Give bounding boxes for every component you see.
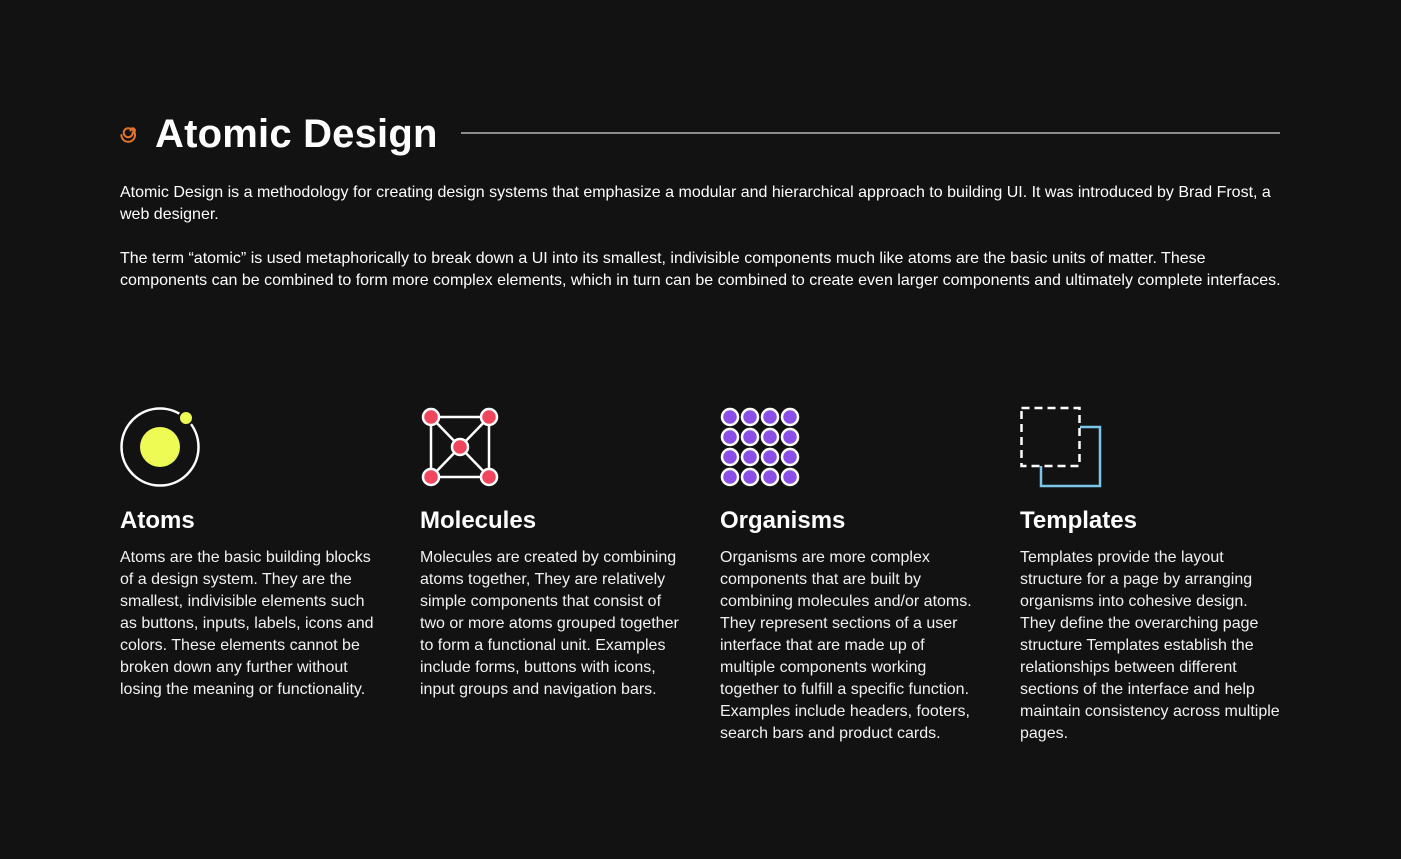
molecule-icon (420, 406, 502, 488)
card-title-molecules: Molecules (420, 507, 537, 534)
card-organisms (720, 406, 982, 745)
intro-paragraph-2: The term “atomic” is used metaphorically to break down a UI into its smallest, indivisible components much like atoms are the basic units of matter. These components can be combined to form more complex elements, which in turn can be combined to create even larger components and ultimately complete interfaces. (120, 250, 1281, 289)
card-molecules (420, 406, 682, 701)
card-title-organisms: Organisms (720, 507, 846, 534)
card-text-organisms: Organisms are more complex components that are built by combining molecules and/or atoms. They represent sections of a user interface that are made up of multiple components working together to fulfill a specific function. Examples include headers, footers, search bars and product cards. (720, 549, 972, 742)
levels-grid (120, 406, 1282, 756)
atom-icon (120, 406, 202, 488)
card-templates (1020, 406, 1282, 745)
intro-section (120, 182, 1282, 314)
organism-icon (720, 406, 802, 488)
card-text-atoms: Atoms are the basic building blocks of a design system. They are the smallest, indivisible elements such as buttons, inputs, labels, icons and colors. These elements cannot be broken down any further without losing the meaning or functionality. (120, 549, 374, 698)
card-text-templates: Templates provide the layout structure for a page by arranging organisms into cohesive design. They define the overarching page structure Templates establish the relationships between different sections of the interface and help maintain consistency across multiple pages. (1020, 549, 1280, 742)
swirl-icon (118, 122, 140, 144)
card-title-templates: Templates (1020, 507, 1137, 534)
card-text-molecules: Molecules are created by combining atoms together, They are relatively simple components that consist of two or more atoms grouped together to form a functional unit. Examples include forms, buttons with icons, input groups and navigation bars. (420, 549, 679, 698)
intro-paragraph-1: Atomic Design is a methodology for creating design systems that emphasize a modular and hierarchical approach to building UI. It was introduced by Brad Frost, a web designer. (120, 184, 1271, 223)
card-atoms (120, 406, 382, 701)
card-title-atoms: Atoms (120, 507, 195, 534)
header-divider (461, 132, 1280, 134)
page-title: Atomic Design (155, 112, 438, 156)
page-header (118, 108, 1280, 160)
template-icon (1020, 406, 1102, 488)
